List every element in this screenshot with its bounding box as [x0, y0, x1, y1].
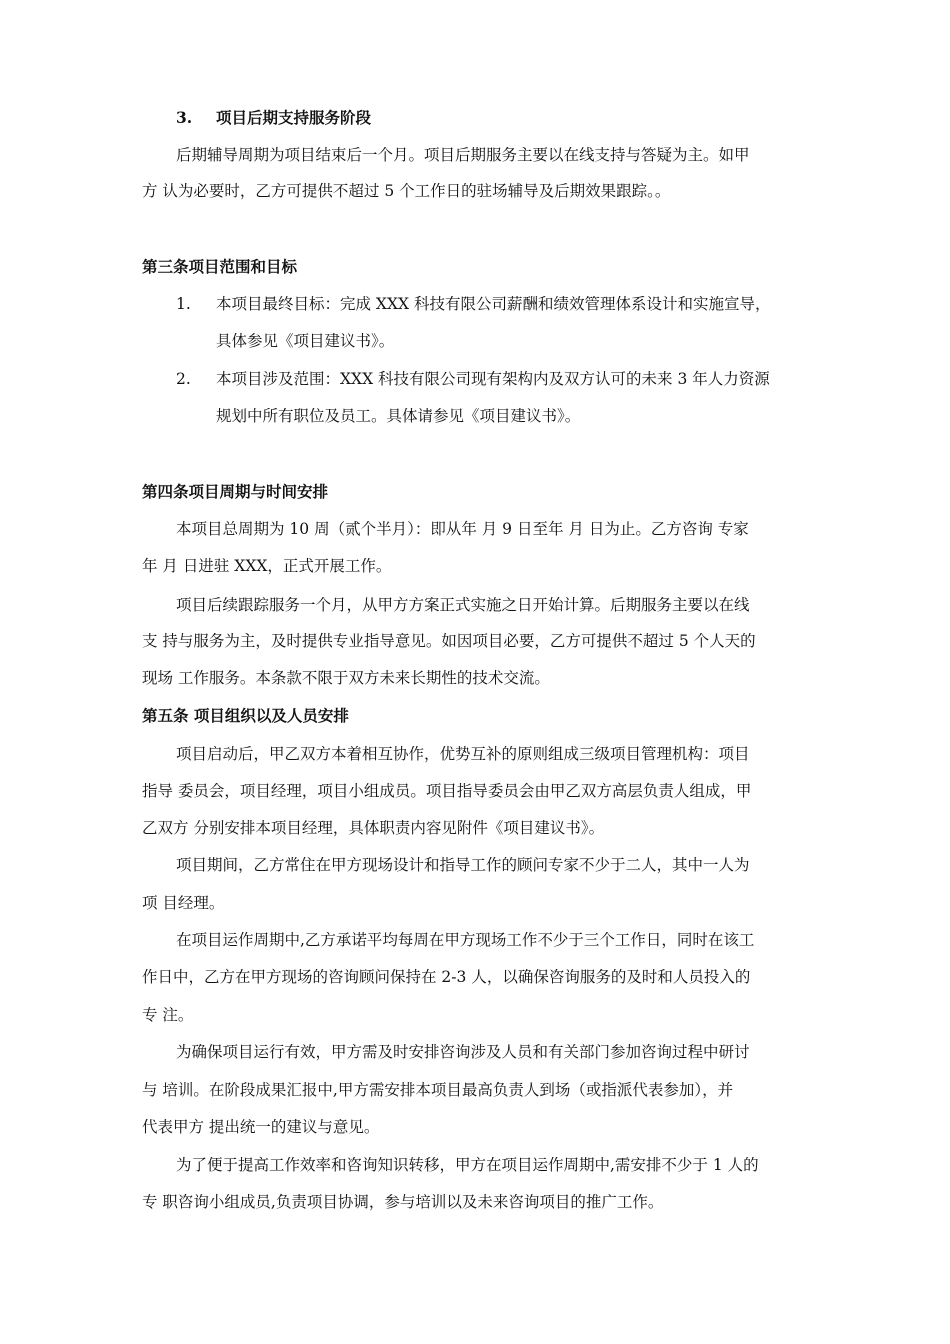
paragraph-line: 乙双方 分别安排本项目经理，具体职责内容见附件《项目建议书》。: [142, 819, 605, 837]
article-heading: 第三条项目范围和目标: [142, 257, 298, 276]
list-item-line: 本项目最终目标：完成 XXX 科技有限公司薪酬和绩效管理体系设计和实施宣导，: [216, 295, 771, 313]
section-heading: 项目后期支持服务阶段: [216, 108, 372, 127]
section-number: 3.: [176, 108, 193, 127]
paragraph-line: 项目后续跟踪服务一个月，从甲方方案正式实施之日开始计算。后期服务主要以在线: [176, 596, 750, 614]
list-item-line: 具体参见《项目建议书》。: [216, 332, 395, 350]
paragraph-line: 专 职咨询小组成员,负责项目协调，参与培训以及未来咨询项目的推广工作。: [142, 1193, 664, 1211]
paragraph-line: 与 培训。在阶段成果汇报中,甲方需安排本项目最高负责人到场（或指派代表参加），并: [142, 1081, 734, 1099]
paragraph-line: 项目期间，乙方常住在甲方现场设计和指导工作的顾问专家不少于二人，其中一人为: [176, 856, 750, 874]
list-item-number: 1.: [176, 295, 191, 313]
paragraph-line: 后期辅导周期为项目结束后一个月。项目后期服务主要以在线支持与答疑为主。如甲: [176, 146, 750, 164]
paragraph-line: 支 持与服务为主，及时提供专业指导意见。如因项目必要，乙方可提供不超过 5 个人天的: [142, 632, 756, 650]
paragraph-line: 在项目运作周期中,乙方承诺平均每周在甲方现场工作不少于三个工作日，同时在该工: [176, 931, 755, 949]
article-heading: 第四条项目周期与时间安排: [142, 482, 329, 501]
paragraph-line: 现场 工作服务。本条款不限于双方未来长期性的技术交流。: [142, 669, 550, 687]
paragraph-line: 指导 委员会，项目经理，项目小组成员。项目指导委员会由甲乙双方高层负责人组成，甲: [142, 782, 752, 800]
paragraph-line: 为确保项目运行有效，甲方需及时安排咨询涉及人员和有关部门参加咨询过程中研讨: [176, 1043, 750, 1061]
paragraph-line: 项 目经理。: [142, 894, 225, 912]
paragraph-line: 项目启动后，甲乙双方本着相互协作，优势互补的原则组成三级项目管理机构：项目: [176, 745, 750, 763]
list-item-number: 2.: [176, 370, 191, 388]
paragraph-line: 为了便于提高工作效率和咨询知识转移，甲方在项目运作周期中,需安排不少于 1 人的: [176, 1156, 759, 1174]
list-item-line: 规划中所有职位及员工。具体请参见《项目建议书》。: [216, 407, 581, 425]
article-heading: 第五条 项目组织以及人员安排: [142, 706, 349, 725]
paragraph-line: 专 注。: [142, 1006, 194, 1024]
paragraph-line: 年 月 日进驻 XXX，正式开展工作。: [142, 557, 392, 575]
paragraph-line: 代表甲方 提出统一的建议与意见。: [142, 1118, 380, 1136]
paragraph-line: 方 认为必要时，乙方可提供不超过 5 个工作日的驻场辅导及后期效果跟踪。。: [142, 182, 671, 200]
list-item-line: 本项目涉及范围：XXX 科技有限公司现有架构内及双方认可的未来 3 年人力资源: [216, 370, 770, 388]
paragraph-line: 本项目总周期为 10 周（贰个半月）：即从年 月 9 日至年 月 日为止。乙方咨询 专家: [176, 520, 749, 538]
paragraph-line: 作日中，乙方在甲方现场的咨询顾问保持在 2-3 人，以确保咨询服务的及时和人员投入的: [142, 968, 751, 986]
